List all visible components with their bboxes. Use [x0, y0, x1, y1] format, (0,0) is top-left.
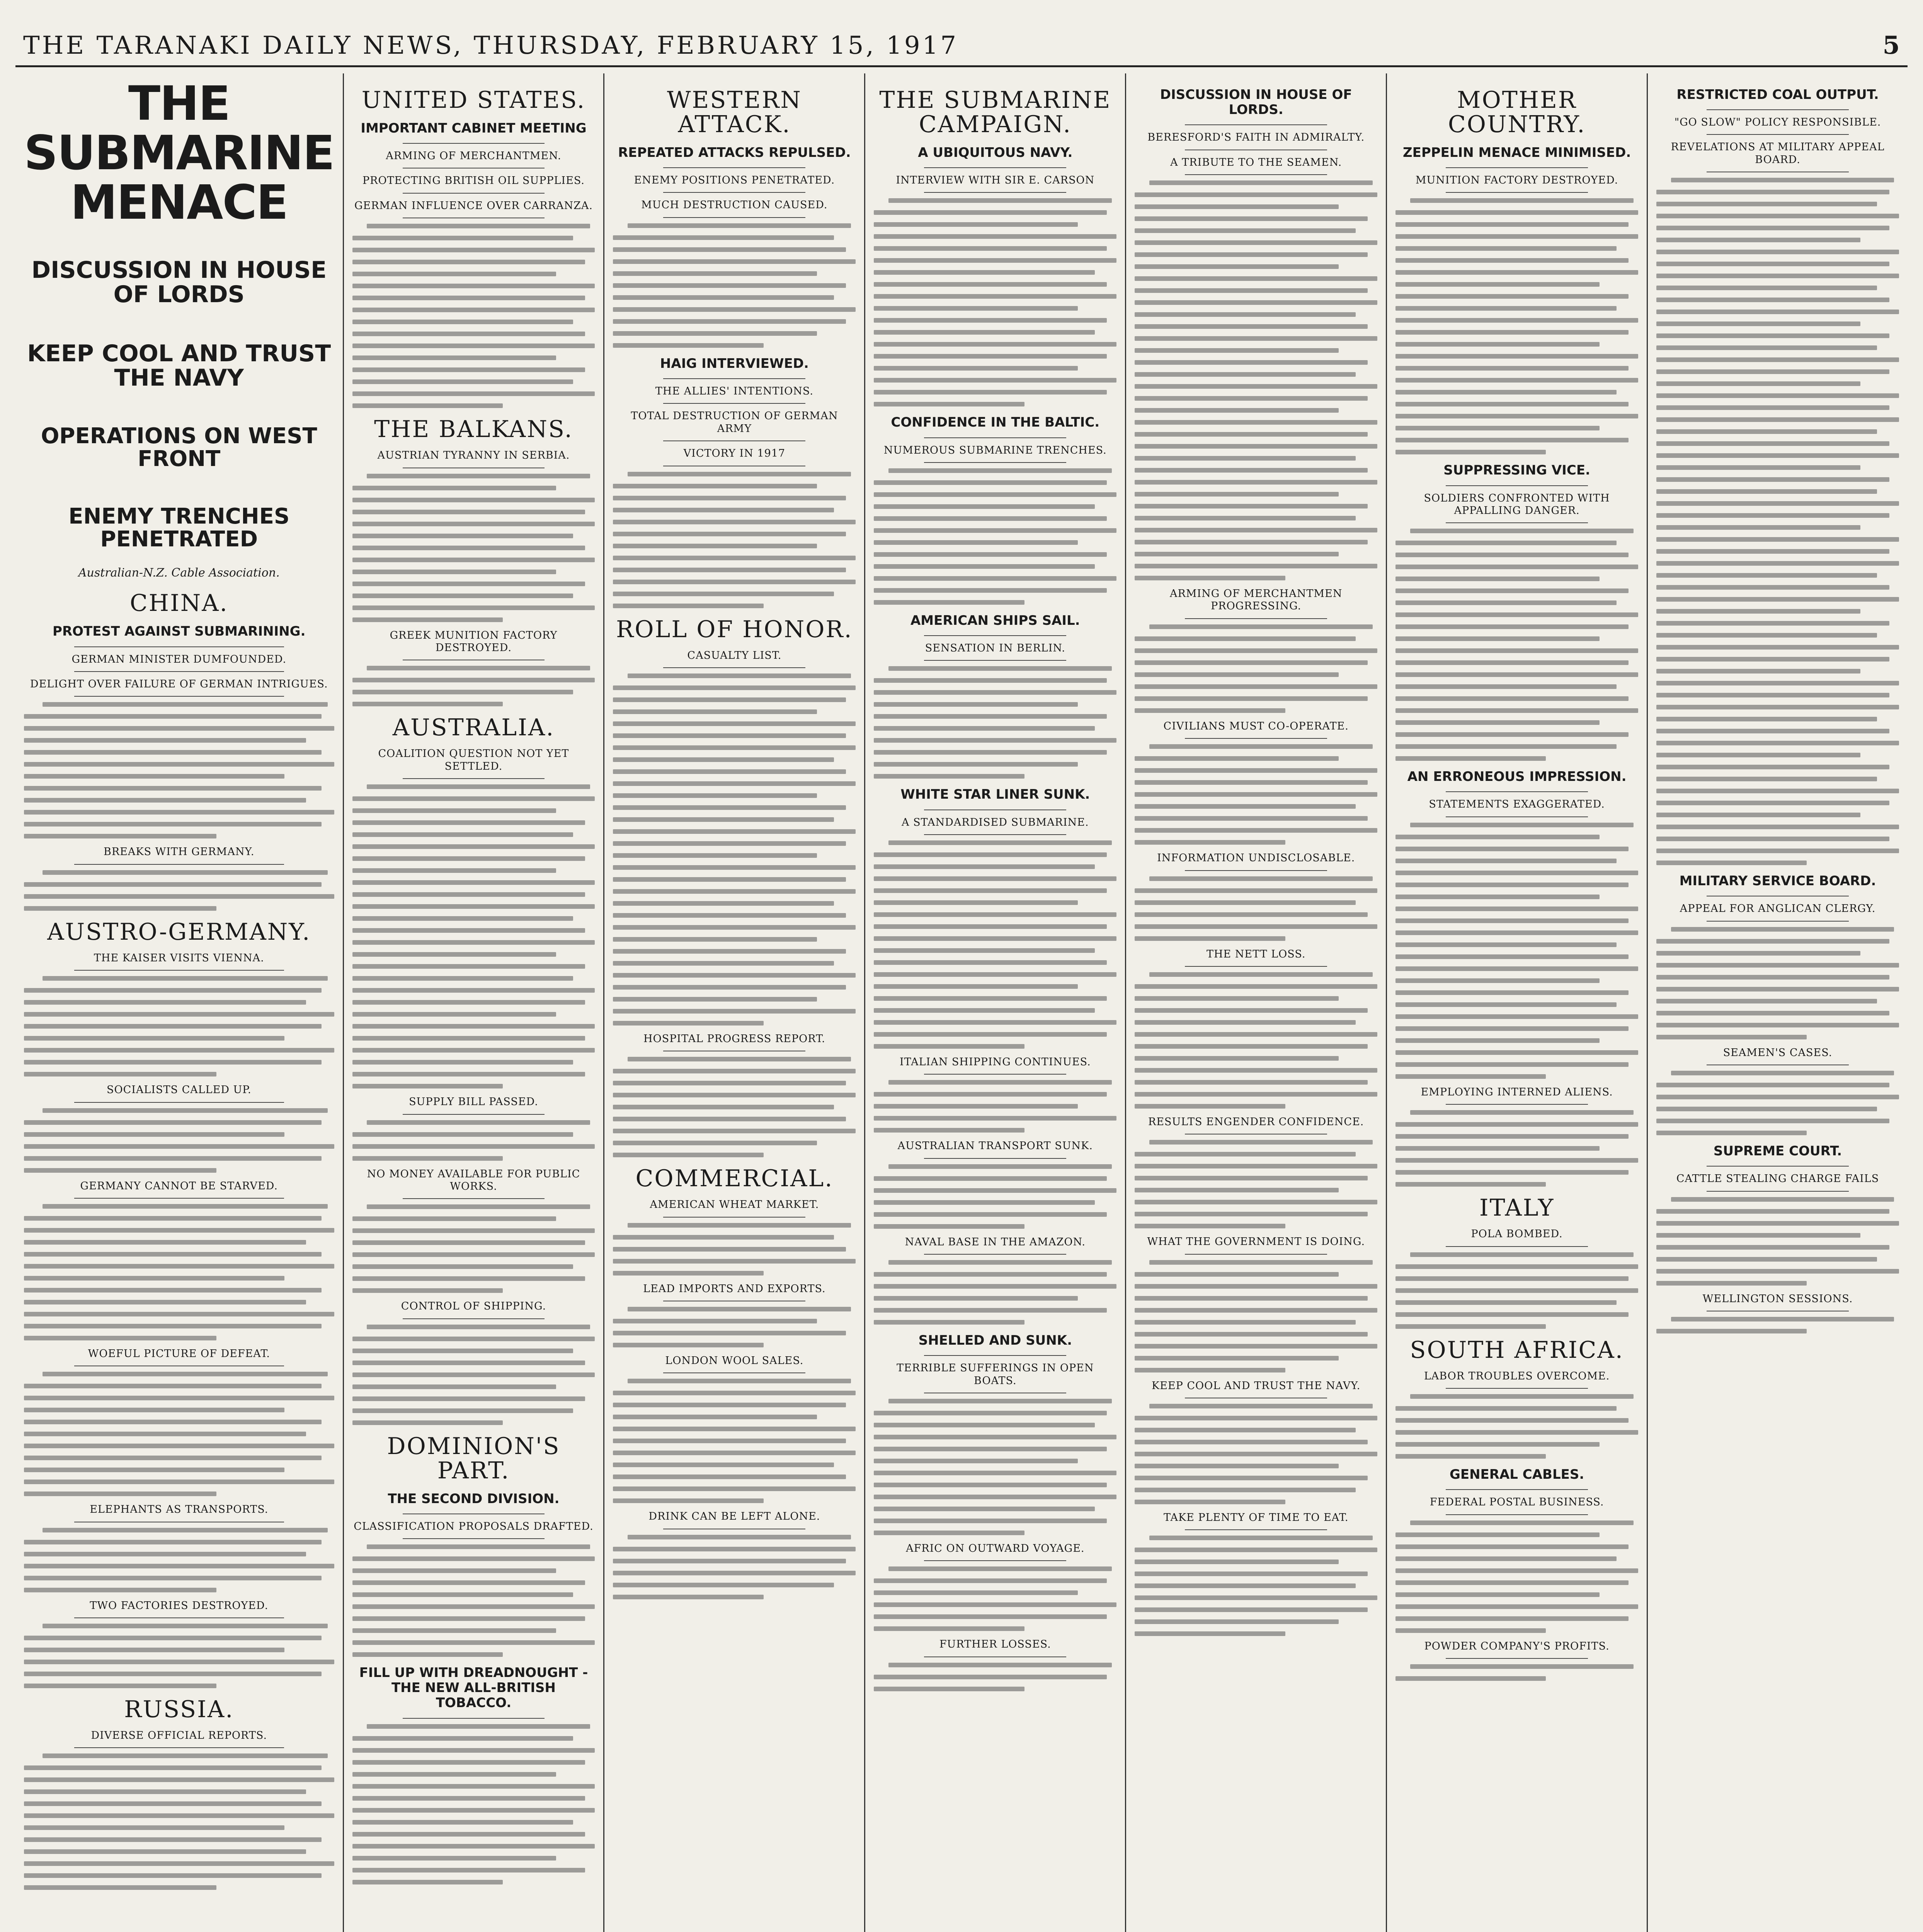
section-heading: RUSSIA. — [124, 1696, 234, 1723]
divider — [1185, 124, 1327, 125]
minor-heading: POLA BOMBED. — [1471, 1228, 1563, 1240]
minor-heading: AUSTRALIAN TRANSPORT SUNK. — [897, 1140, 1093, 1152]
sub-heading: HAIG INTERVIEWED. — [660, 355, 809, 371]
article-text — [874, 840, 1116, 1049]
divider — [663, 192, 805, 193]
article-text — [24, 1528, 334, 1592]
minor-heading: "GO SLOW" POLICY RESPONSIBLE. — [1674, 116, 1881, 129]
minor-heading: ARMING OF MERCHANTMEN. — [386, 150, 562, 162]
minor-heading: WHAT THE GOVERNMENT IS DOING. — [1147, 1236, 1365, 1248]
article-text — [874, 1566, 1116, 1631]
article-text — [352, 1204, 595, 1293]
divider — [1185, 618, 1327, 619]
divider — [74, 970, 284, 971]
article-text — [24, 1753, 334, 1890]
minor-heading: NAVAL BASE IN THE AMAZON. — [905, 1236, 1086, 1248]
article-text — [1656, 1071, 1899, 1135]
divider — [924, 1355, 1066, 1356]
divider — [1185, 870, 1327, 871]
article-text — [613, 1223, 856, 1276]
article-text — [874, 198, 1116, 406]
page-number: 5 — [1882, 31, 1900, 60]
article-text — [1135, 744, 1377, 845]
divider — [1185, 1529, 1327, 1530]
divider — [1446, 791, 1588, 792]
minor-heading: NUMEROUS SUBMARINE TRENCHES. — [883, 444, 1107, 456]
minor-heading: CLASSIFICATION PROPOSALS DRAFTED. — [354, 1520, 594, 1532]
article-text — [874, 1663, 1116, 1691]
section-heading: MOTHER COUNTRY. — [1448, 87, 1586, 138]
minor-heading: GREEK MUNITION FACTORY DESTROYED. — [390, 629, 558, 654]
divider — [924, 167, 1066, 168]
section-heading: AUSTRO-GERMANY. — [47, 918, 311, 946]
column-4 — [864, 73, 1125, 1932]
article-text — [613, 472, 856, 608]
sub-heading: DISCUSSION IN HOUSE OF LORDS. — [1160, 87, 1352, 118]
divider — [924, 834, 1066, 835]
article-text — [24, 1108, 334, 1173]
sub-heading: ZEPPELIN MENACE MINIMISED. — [1402, 145, 1631, 160]
divider — [663, 167, 805, 168]
column-7 — [1647, 73, 1908, 1932]
minor-heading: DELIGHT OVER FAILURE OF GERMAN INTRIGUES. — [30, 678, 328, 690]
minor-heading: AMERICAN WHEAT MARKET. — [650, 1199, 819, 1211]
divider — [403, 1114, 545, 1115]
divider — [74, 864, 284, 865]
divider — [1446, 816, 1588, 817]
sub-heading: GENERAL CABLES. — [1449, 1467, 1584, 1483]
article-text — [613, 1379, 856, 1503]
minor-heading: RESULTS ENGENDER CONFIDENCE. — [1148, 1116, 1364, 1128]
divider — [1707, 134, 1849, 135]
divider — [403, 143, 545, 144]
divider — [924, 462, 1066, 463]
minor-heading: TAKE PLENTY OF TIME TO EAT. — [1163, 1512, 1349, 1524]
minor-heading: MUCH DESTRUCTION CAUSED. — [641, 199, 828, 211]
column-3 — [603, 73, 864, 1932]
article-text — [24, 1204, 334, 1340]
banner-headline: KEEP COOL AND TRUST THE NAVY — [27, 340, 331, 392]
divider — [1446, 167, 1588, 168]
sub-heading: REPEATED ATTACKS REPULSED. — [618, 145, 851, 160]
minor-heading: A TRIBUTE TO THE SEAMEN. — [1170, 156, 1342, 168]
divider — [1446, 522, 1588, 523]
article-text — [1656, 1317, 1899, 1333]
divider — [1446, 1489, 1588, 1490]
minor-heading: REVELATIONS AT MILITARY APPEAL BOARD. — [1671, 141, 1885, 166]
article-text — [613, 673, 856, 1026]
divider — [663, 403, 805, 404]
banner-headline: THE SUBMARINE MENACE — [24, 76, 334, 230]
minor-heading: TERRIBLE SUFFERINGS IN OPEN BOATS. — [897, 1362, 1094, 1387]
divider — [403, 1538, 545, 1539]
divider — [403, 193, 545, 194]
minor-heading: THE KAISER VISITS VIENNA. — [94, 952, 264, 964]
sub-heading: SHELLED AND SUNK. — [918, 1333, 1072, 1349]
minor-heading: KEEP COOL AND TRUST THE NAVY. — [1152, 1379, 1361, 1392]
divider — [924, 1560, 1066, 1561]
article-text — [1395, 823, 1638, 1079]
minor-heading: GERMAN INFLUENCE OVER CARRANZA. — [354, 199, 593, 212]
article-text — [1135, 876, 1377, 941]
minor-heading: INFORMATION UNDISCLOSABLE. — [1157, 852, 1355, 864]
minor-heading: SUPPLY BILL PASSED. — [409, 1096, 538, 1108]
article-text — [352, 666, 595, 706]
divider — [924, 1254, 1066, 1255]
divider — [1707, 1166, 1849, 1167]
divider — [403, 778, 545, 779]
minor-heading: SOLDIERS CONFRONTED WITH APPALLING DANGER. — [1424, 492, 1610, 517]
minor-heading: ARMING OF MERCHANTMEN PROGRESSING. — [1170, 587, 1343, 612]
sub-heading: THE SECOND DIVISION. — [388, 1491, 560, 1507]
article-text — [352, 1325, 595, 1425]
minor-heading: ITALIAN SHIPPING CONTINUES. — [899, 1056, 1091, 1068]
banner-headline: OPERATIONS ON WEST FRONT — [41, 423, 317, 472]
divider — [924, 635, 1066, 636]
divider — [663, 1372, 805, 1373]
divider — [663, 440, 805, 441]
columns — [15, 73, 1908, 1932]
divider — [74, 1617, 284, 1618]
divider — [1446, 485, 1588, 486]
minor-heading: BERESFORD'S FAITH IN ADMIRALTY. — [1147, 131, 1365, 144]
section-heading: CHINA. — [129, 590, 228, 617]
minor-heading: CONTROL OF SHIPPING. — [401, 1300, 546, 1313]
article-text — [1395, 1110, 1638, 1187]
article-text — [613, 1307, 856, 1347]
article-text — [874, 468, 1116, 605]
article-text — [352, 1544, 595, 1657]
minor-heading: DIVERSE OFFICIAL REPORTS. — [91, 1730, 267, 1742]
article-text — [1135, 1536, 1377, 1636]
divider — [74, 696, 284, 697]
minor-heading: VICTORY IN 1917 — [683, 447, 786, 460]
divider — [74, 1102, 284, 1103]
article-text — [24, 870, 334, 911]
article-text — [1135, 1260, 1377, 1372]
divider — [924, 437, 1066, 438]
divider — [1185, 174, 1327, 175]
minor-heading: AUSTRIAN TYRANNY IN SERBIA. — [377, 449, 570, 462]
divider — [1446, 1104, 1588, 1105]
minor-heading: WELLINGTON SESSIONS. — [1702, 1293, 1853, 1305]
minor-heading: INTERVIEW WITH SIR E. CARSON — [896, 174, 1095, 187]
sub-heading: AMERICAN SHIPS SAIL. — [910, 612, 1080, 628]
minor-heading: MUNITION FACTORY DESTROYED. — [1415, 174, 1618, 187]
article-text — [352, 224, 595, 408]
article-text — [613, 1057, 856, 1157]
divider — [403, 1198, 545, 1199]
minor-heading: COALITION QUESTION NOT YET SETTLED. — [378, 748, 569, 772]
column-6 — [1386, 73, 1647, 1932]
minor-heading: HOSPITAL PROGRESS REPORT. — [643, 1032, 825, 1045]
sub-heading: IMPORTANT CABINET MEETING — [361, 121, 587, 136]
divider — [663, 1217, 805, 1218]
minor-heading: ENEMY POSITIONS PENETRATED. — [634, 174, 835, 187]
divider — [74, 1747, 284, 1748]
minor-heading: AFRIC ON OUTWARD VOYAGE. — [906, 1542, 1085, 1554]
divider — [1446, 1246, 1588, 1247]
minor-heading: CASUALTY LIST. — [687, 649, 782, 662]
section-heading: AUSTRALIA. — [392, 714, 555, 742]
section-heading: COMMERCIAL. — [635, 1165, 834, 1192]
article-text — [613, 1535, 856, 1599]
article-text — [352, 784, 595, 1088]
article-text — [352, 1120, 595, 1161]
divider — [924, 1656, 1066, 1657]
section-heading: UNITED STATES. — [361, 87, 586, 114]
minor-heading: EMPLOYING INTERNED ALIENS. — [1421, 1086, 1613, 1098]
minor-heading: STATEMENTS EXAGGERATED. — [1429, 798, 1605, 811]
cable-credit: Australian-N.Z. Cable Association. — [78, 566, 280, 580]
minor-heading: POWDER COMPANY'S PROFITS. — [1424, 1640, 1610, 1652]
minor-heading: A STANDARDISED SUBMARINE. — [901, 816, 1089, 828]
masthead — [15, 9, 1908, 67]
sub-heading: SUPREME COURT. — [1713, 1143, 1842, 1159]
article-text — [1656, 927, 1899, 1039]
minor-heading: APPEAL FOR ANGLICAN CLERGY. — [1680, 903, 1876, 915]
article-text — [24, 702, 334, 838]
divider — [1446, 1658, 1588, 1659]
article-text — [1135, 972, 1377, 1109]
article-text — [1395, 1252, 1638, 1329]
section-heading: ITALY — [1479, 1194, 1555, 1222]
minor-heading: TWO FACTORIES DESTROYED. — [90, 1599, 269, 1612]
article-text — [874, 1260, 1116, 1325]
article-text — [874, 1399, 1116, 1535]
section-heading: WESTERN ATTACK. — [667, 87, 802, 138]
paper-title-date: THE TARANAKI DAILY NEWS, THURSDAY, FEBRUARY 15, 1917 — [23, 31, 959, 60]
divider — [1185, 738, 1327, 739]
article-text — [1395, 1664, 1638, 1681]
section-heading: SOUTH AFRICA. — [1410, 1336, 1624, 1364]
minor-heading: THE NETT LOSS. — [1206, 948, 1306, 960]
minor-heading: NO MONEY AVAILABLE FOR PUBLIC WORKS. — [367, 1168, 580, 1192]
divider — [74, 671, 284, 672]
banner-headline: DISCUSSION IN HOUSE OF LORDS — [31, 257, 327, 308]
divider — [1185, 966, 1327, 967]
divider — [1446, 1388, 1588, 1389]
banner-headline: ENEMY TRENCHES PENETRATED — [68, 503, 290, 552]
divider — [1185, 1254, 1327, 1255]
article-text — [352, 474, 595, 622]
sub-heading: CONFIDENCE IN THE BALTIC. — [891, 415, 1100, 430]
divider — [1707, 921, 1849, 922]
divider — [924, 660, 1066, 661]
article-text — [1395, 529, 1638, 761]
minor-heading: LEAD IMPORTS AND EXPORTS. — [643, 1282, 826, 1295]
sub-heading: SUPPRESSING VICE. — [1443, 463, 1590, 478]
minor-heading: GERMAN MINISTER DUMFOUNDED. — [71, 653, 287, 665]
divider — [924, 192, 1066, 193]
minor-heading: FURTHER LOSSES. — [939, 1638, 1051, 1651]
minor-heading: SEAMEN'S CASES. — [1723, 1046, 1833, 1059]
section-heading: DOMINION'S PART. — [387, 1432, 560, 1484]
divider — [1707, 1191, 1849, 1192]
section-heading: THE SUBMARINE CAMPAIGN. — [879, 87, 1111, 138]
article-text — [352, 1724, 595, 1884]
article-text — [874, 666, 1116, 779]
minor-heading: GERMANY CANNOT BE STARVED. — [80, 1180, 278, 1192]
minor-heading: WOEFUL PICTURE OF DEFEAT. — [88, 1347, 270, 1360]
article-text — [1656, 178, 1899, 865]
divider — [924, 1074, 1066, 1075]
article-text — [24, 976, 334, 1077]
article-text — [1135, 1404, 1377, 1504]
article-text — [1135, 624, 1377, 713]
divider — [1707, 109, 1849, 110]
article-text — [874, 1164, 1116, 1229]
divider — [663, 217, 805, 218]
article-text — [1395, 1394, 1638, 1459]
minor-heading: SOCIALISTS CALLED UP. — [106, 1084, 252, 1096]
column-1 — [15, 73, 343, 1932]
divider — [663, 378, 805, 379]
minor-heading: CATTLE STEALING CHARGE FAILS — [1676, 1173, 1879, 1185]
minor-heading: CIVILIANS MUST CO-OPERATE. — [1163, 720, 1349, 732]
minor-heading: PROTECTING BRITISH OIL SUPPLIES. — [362, 175, 585, 187]
sub-heading: AN ERRONEOUS IMPRESSION. — [1407, 769, 1627, 785]
divider — [663, 667, 805, 668]
sub-heading: PROTEST AGAINST SUBMARINING. — [53, 624, 306, 639]
divider — [74, 646, 284, 647]
divider — [403, 1718, 545, 1719]
divider — [74, 1198, 284, 1199]
article-text — [1135, 1140, 1377, 1228]
sub-heading: MILITARY SERVICE BOARD. — [1679, 873, 1876, 889]
column-5 — [1125, 73, 1386, 1932]
minor-heading: THE ALLIES' INTENTIONS. — [655, 385, 814, 397]
minor-heading: SENSATION IN BERLIN. — [925, 642, 1065, 655]
sub-heading: A UBIQUITOUS NAVY. — [918, 145, 1073, 160]
article-text — [1395, 1520, 1638, 1633]
column-2 — [343, 73, 604, 1932]
divider — [1446, 192, 1588, 193]
minor-heading: FEDERAL POSTAL BUSINESS. — [1429, 1496, 1604, 1509]
section-heading: THE BALKANS. — [374, 416, 573, 443]
sub-heading: RESTRICTED COAL OUTPUT. — [1676, 87, 1879, 102]
minor-heading: DRINK CAN BE LEFT ALONE. — [648, 1510, 820, 1523]
section-heading: ROLL OF HONOR. — [616, 616, 853, 643]
article-text — [1135, 180, 1377, 580]
minor-heading: LONDON WOOL SALES. — [665, 1355, 804, 1367]
minor-heading: TOTAL DESTRUCTION OF GERMAN ARMY — [631, 410, 838, 435]
article-text — [1656, 1197, 1899, 1286]
divider — [1446, 1514, 1588, 1515]
minor-heading: BREAKS WITH GERMANY. — [104, 846, 255, 858]
article-text — [1395, 198, 1638, 454]
minor-heading: ELEPHANTS AS TRANSPORTS. — [90, 1503, 269, 1516]
minor-heading: LABOR TROUBLES OVERCOME. — [1424, 1370, 1610, 1382]
article-text — [24, 1372, 334, 1496]
sub-heading: WHITE STAR LINER SUNK. — [900, 787, 1090, 803]
article-text — [24, 1624, 334, 1688]
divider — [403, 1318, 545, 1319]
divider — [924, 1158, 1066, 1159]
article-text — [613, 223, 856, 348]
article-text — [874, 1080, 1116, 1133]
sub-heading: FILL UP WITH DREADNOUGHT - THE NEW ALL-BRITISH TOBACCO. — [359, 1665, 588, 1711]
